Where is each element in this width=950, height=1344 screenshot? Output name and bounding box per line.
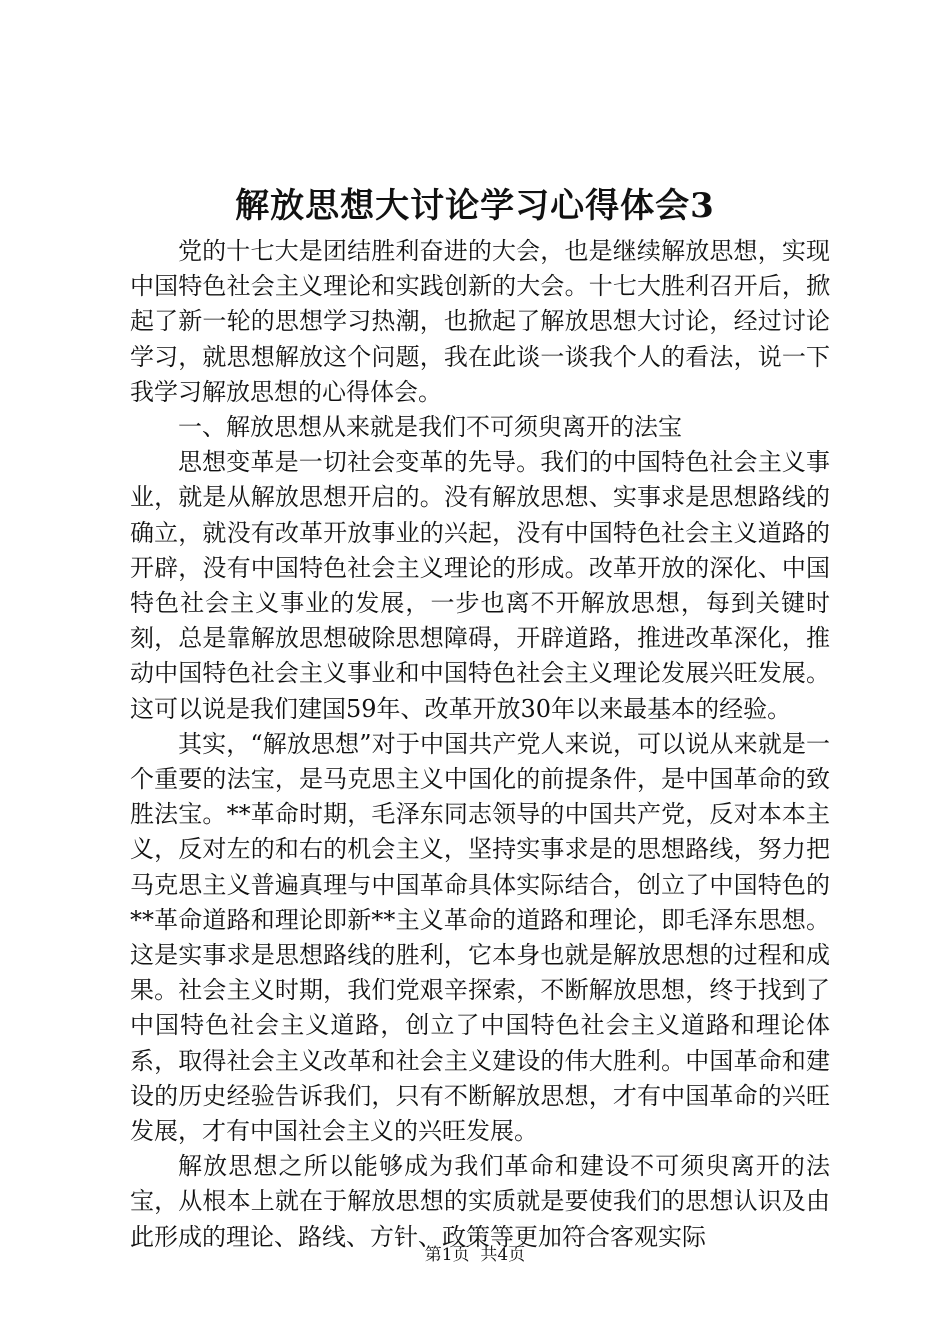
- paragraph-intro: 党的十七大是团结胜利奋进的大会，也是继续解放思想，实现中国特色社会主义理论和实践创新的大会。十七大胜利召开后，掀起了新一轮的思想学习热潮，也掀起了解放思想大讨论，经过讨论学习，就思想解放这个问题，我在此谈一谈我个人的看法，说一下我学习解放思想的心得体会。: [130, 237, 830, 406]
- document-title: 解放思想大讨论学习心得体会3: [235, 186, 715, 226]
- page-footer: [0, 1243, 950, 1267]
- paragraph-thought-reform: 思想变革是一切社会变革的先导。我们的中国特色社会主义事业，就是从解放思想开启的。没有解放思想、实事求是思想路线的确立，就没有改革开放事业的兴起，没有中国特色社会主义道路的开辟，没有中国特色社会主义理论的形成。改革开放的深化、中国特色社会主义事业的发展，一步也离不开解放思想，每到关键时刻，总是靠解放思想破除思想障碍，开辟道路，推进改革深化，推动中国特色社会主义事业和中国特色社会主义理论发展兴旺发展。这可以说是我们建国59年、改革开放30年以来最基本的经验。: [130, 448, 830, 723]
- document-body: [130, 234, 830, 1255]
- page-number: 第1页 共4页: [424, 1245, 526, 1265]
- paragraph-essence: 解放思想之所以能够成为我们革命和建设不可须臾离开的法宝，从根本上就在于解放思想的实质就是要使我们的思想认识及由此形成的理论、路线、方针、政策等更加符合客观实际: [130, 1152, 830, 1251]
- paragraph-history: 其实，“解放思想”对于中国共产党人来说，可以说从来就是一个重要的法宝，是马克思主义中国化的前提条件，是中国革命的致胜法宝。**革命时期，毛泽东同志领导的中国共产党，反对本本主义，反对左的和右的机会主义，坚持实事求是的思想路线，努力把马克思主义普遍真理与中国革命具体实际结合，创立了中国特色的**革命道路和理论即新**主义革命的道路和理论，即毛泽东思想。这是实事求是思想路线的胜利，它本身也就是解放思想的过程和成果。社会主义时期，我们党艰辛探索，不断解放思想，终于找到了中国特色社会主义道路，创立了中国特色社会主义道路和理论体系，取得社会主义改革和社会主义建设的伟大胜利。中国革命和建设的历史经验告诉我们，只有不断解放思想，才有中国革命的兴旺发展，才有中国社会主义的兴旺发展。: [130, 729, 830, 1146]
- section-heading-1: 一、解放思想从来就是我们不可须臾离开的法宝: [178, 413, 682, 442]
